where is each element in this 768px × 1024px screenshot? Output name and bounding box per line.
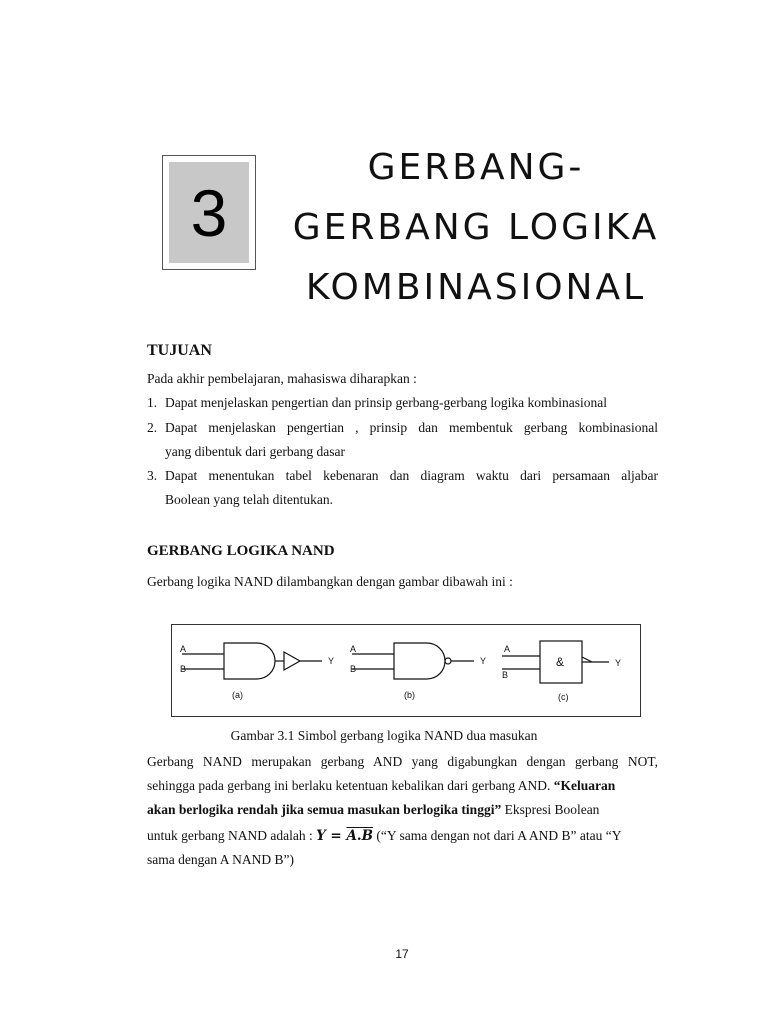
chapter-title-line-2: GERBANG LOGIKA [292, 207, 660, 248]
gate-a-output: Y [328, 656, 335, 666]
nand-paragraph-line-4 [147, 824, 667, 848]
tujuan-intro: Pada akhir pembelajaran, mahasiswa diharapkan : [147, 371, 417, 386]
gate-b-input-a: A [350, 644, 357, 654]
nand-paragraph-line-2-text: sehingga pada gerbang ini berlaku ketentuan kebalikan dari gerbang AND. [147, 778, 551, 793]
gate-b-input-b: B [350, 664, 357, 674]
list-item-1-line-1: Dapat menjelaskan pengertian dan prinsip gerbang-gerbang logika kombinasional [165, 395, 607, 410]
gate-c-input-b: B [502, 670, 509, 680]
list-number-3: 3. [147, 468, 158, 483]
list-number-1: 1. [147, 395, 158, 410]
nand-paragraph-line-3 [147, 798, 667, 822]
gate-c-label: (c) [558, 692, 569, 702]
nand-paragraph-line-2 [147, 774, 667, 798]
bold-quote-start: “Keluaran [553, 778, 616, 793]
chapter-number: 3 [190, 175, 228, 250]
boolean-formula [316, 828, 373, 844]
formula-rhs: A.B [346, 828, 374, 844]
list-item-2-line-2: yang dibentuk dari gerbang dasar [165, 444, 345, 459]
section-heading-nand: GERBANG LOGIKA NAND [147, 543, 335, 559]
nand-symbols-figure [171, 624, 641, 717]
nand-intro: Gerbang logika NAND dilambangkan dengan gambar dibawah ini : [147, 574, 513, 589]
gate-a-input-a: A [180, 644, 187, 654]
nand-paragraph-line-4-end: (“Y sama dengan not dari A AND B” atau “Y [376, 828, 622, 843]
gate-b-nand [352, 643, 474, 679]
nand-paragraph-line-4-start: untuk gerbang NAND adalah : [147, 828, 313, 843]
nand-paragraph-line-1: Gerbang NAND merupakan gerbang AND yang digabungkan dengan gerbang NOT, [147, 754, 658, 769]
list-item-3-line-2: Boolean yang telah ditentukan. [165, 492, 333, 507]
chapter-title-line-1: GERBANG- [367, 147, 585, 188]
chapter-title [276, 138, 676, 318]
gate-a-input-b: B [180, 664, 187, 674]
page-number: 17 [395, 947, 409, 961]
chapter-number-box [162, 155, 256, 270]
gate-c-and-symbol: & [556, 655, 565, 669]
gate-c-input-a: A [504, 644, 511, 654]
gate-b-output: Y [480, 656, 487, 666]
nand-paragraph-line-3-text: Ekspresi Boolean [504, 802, 600, 817]
list-item-2-line-1: Dapat menjelaskan pengertian , prinsip dan membentuk gerbang kombinasional [165, 420, 658, 435]
bold-quote-rest: akan berlogika rendah jika semua masukan berlogika tinggi” [147, 802, 502, 817]
list-number-2: 2. [147, 420, 158, 435]
formula-lhs: Y = [316, 828, 342, 844]
nand-paragraph-line-5: sama dengan A NAND B”) [147, 852, 294, 867]
list-item-3-line-1: Dapat menentukan tabel kebenaran dan diagram waktu dari persamaan aljabar [165, 468, 658, 483]
gate-b-label: (b) [404, 690, 415, 700]
figure-caption: Gambar 3.1 Simbol gerbang logika NAND dua masukan [230, 728, 538, 743]
gate-a-and-buffer [182, 643, 322, 679]
gate-a-label: (a) [232, 690, 243, 700]
chapter-title-line-3: KOMBINASIONAL [305, 267, 647, 308]
gate-c-output: Y [615, 658, 622, 668]
section-heading-tujuan: TUJUAN [147, 342, 212, 359]
chapter-number-background [169, 162, 249, 263]
